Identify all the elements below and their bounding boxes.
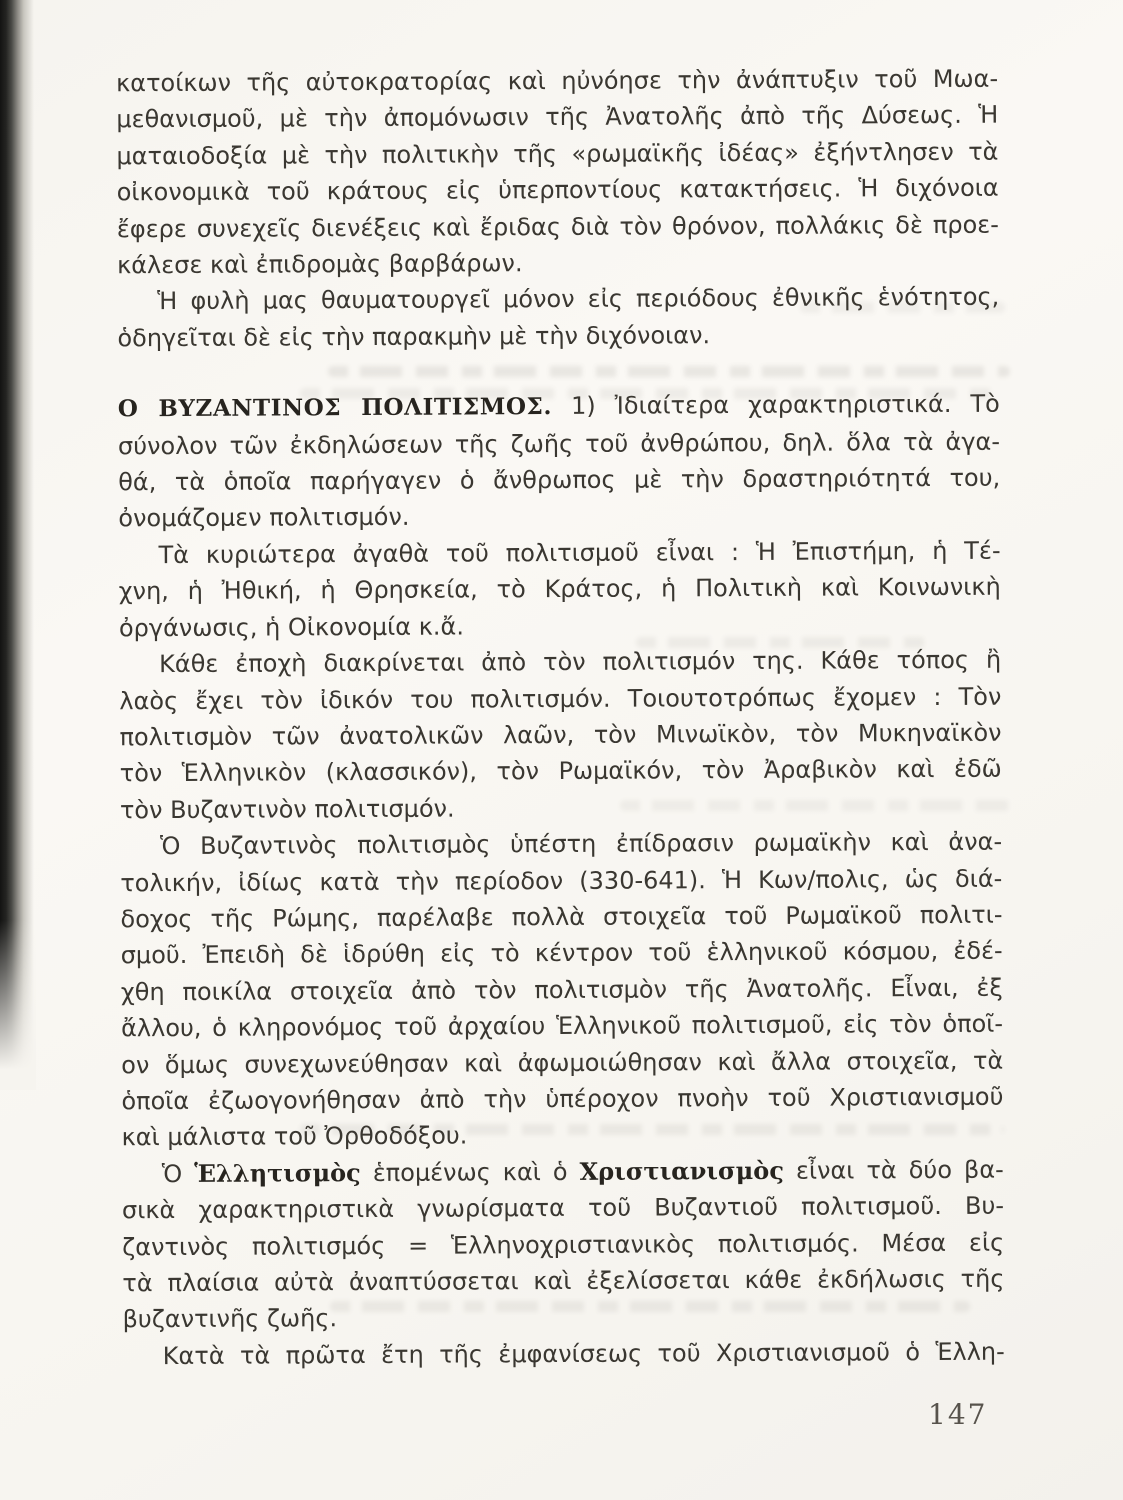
body-text: Κατὰ τὰ πρῶτα ἔτη τῆς ἐμφανίσεως τοῦ Χριστιανισμοῦ ὁ Ἑλλη-	[162, 1337, 1005, 1370]
text-line	[121, 1006, 1003, 1047]
text-line	[119, 642, 1001, 683]
text-line	[117, 279, 999, 320]
emphasized-word: Ἑλλητισμὸς	[194, 1157, 361, 1188]
body-text: λαὸς ἔχει τὸν ἰδικόν του πολιτισμόν. Τοιουτοτρόπως ἔχομεν : Τὸν	[119, 682, 1002, 715]
body-text: σμοῦ. Ἐπειδὴ δὲ ἱδρύθη εἰς τὸ κέντρον τοῦ ἑλληνικοῦ κόσμου, ἐδέ-	[120, 937, 1003, 970]
section-byzantine-civilization	[118, 386, 1001, 537]
body-text: ζαντινὸς πολιτισμός = Ἑλληνοχριστιανικὸς πολιτισμός. Μέσα εἰς	[122, 1228, 1005, 1261]
text-line	[122, 1224, 1004, 1265]
body-text: θά, τὰ ὁποῖα παρήγαγεν ὁ ἄνθρωπος μὲ τὴν δραστηριότητά του,	[118, 463, 1001, 497]
text-line	[123, 1333, 1005, 1374]
scan-edge-shadow	[0, 0, 34, 1080]
body-text: τὸν Ἑλληνικὸν (κλασσικόν), τὸν Ρωμαϊκόν, τὸν Ἀραβικὸν καὶ ἐδῶ	[119, 754, 1002, 788]
scan-edge-shadow-fade	[0, 920, 36, 1090]
body-text: εἶναι τὰ δύο βα-	[783, 1155, 1004, 1185]
body-text: κατοίκων τῆς αὐτοκρατορίας καὶ ηὐνόησε τὴν ἀνάπτυξιν τοῦ Μωα-	[116, 64, 999, 98]
body-text: Ἡ φυλὴ μας θαυματουργεῖ μόνον εἰς περιόδους ἐθνικῆς ἑνότητος,	[157, 283, 1000, 316]
body-text: ὁποῖα ἐζωογονήθησαν ἀπὸ τὴν ὑπέροχον πνοὴν τοῦ Χριστιανισμοῦ	[121, 1082, 1004, 1116]
text-line	[122, 1297, 1004, 1338]
body-text: σικὰ χαρακτηριστικὰ γνωρίσματα τοῦ Βυζαντιοῦ πολιτισμοῦ. Βυ-	[121, 1191, 1005, 1225]
body-text: Ὁ	[161, 1159, 195, 1188]
body-text: πολιτισμὸν τῶν ἀνατολικῶν λαῶν, τὸν Μινωϊκὸν, τὸν Μυκηναϊκὸν	[119, 718, 1002, 752]
paragraph-continuation	[116, 61, 999, 284]
emphasized-word: Χριστιανισμὸς	[579, 1155, 784, 1186]
body-text: οἰκονομικὰ τοῦ κράτους εἰς ὑπερποντίους κατακτήσεις. Ἡ διχόνοια	[116, 173, 999, 207]
text-line	[116, 61, 998, 102]
text-line	[116, 134, 998, 175]
text-line	[119, 715, 1001, 756]
body-text: ὁδηγεῖται δὲ εἰς τὴν παρακμὴν μὲ τὴν διχόνοιαν.	[117, 321, 711, 353]
body-text: μεθανισμοῦ, μὲ τὴν ἀπομόνωσιν τῆς Ἀνατολῆς ἀπὸ τῆς Δύσεως. Ἡ	[116, 101, 999, 134]
body-text: χνη, ἡ Ἠθική, ἡ Θρησκεία, τὸ Κράτος, ἡ Πολιτικὴ καὶ Κοινωνικὴ	[118, 572, 1001, 606]
text-line	[120, 860, 1002, 901]
paragraph-fyli	[117, 279, 999, 356]
body-text: ὀργάνωσις, ἡ Οἰκονομία κ.ἄ.	[118, 612, 464, 642]
text-line	[117, 243, 999, 284]
text-line	[118, 533, 1000, 574]
paragraph-byzantinos-politismos	[120, 824, 1004, 1156]
text-line	[118, 423, 1000, 464]
body-text: Κάθε ἐποχὴ διακρίνεται ἀπὸ τὸν πολιτισμόν της. Κάθε τόπος ἢ	[159, 645, 1002, 679]
body-text: δοχος τῆς Ρώμης, παρέλαβε πολλὰ στοιχεῖα τοῦ Ρωμαϊκοῦ πολιτι-	[120, 900, 1003, 934]
body-text: 1) Ἰδιαίτερα χαρακτηριστικά. Τὸ	[551, 389, 1000, 421]
body-text: κάλεσε καὶ ἐπιδρομὰς βαρβάρων.	[116, 249, 523, 280]
paragraph-kata-ta-prota	[123, 1333, 1005, 1374]
section-heading-text: Ο ΒΥΖΑΝΤΙΝΟΣ ΠΟΛΙΤΙΣΜΟΣ.	[117, 393, 553, 423]
text-line	[117, 206, 999, 247]
text-line	[120, 751, 1002, 792]
text-line	[118, 386, 1000, 428]
text-line	[121, 1042, 1003, 1083]
paragraph-kathe-epochi	[119, 642, 1002, 829]
text-line	[122, 1188, 1004, 1229]
text-line	[119, 678, 1001, 719]
text-line	[118, 496, 1000, 537]
text-line	[116, 97, 998, 138]
text-line	[122, 1115, 1004, 1156]
body-text: ἑπομένως καὶ ὁ	[360, 1157, 580, 1187]
text-line	[120, 824, 1002, 865]
text-line	[119, 605, 1001, 646]
text-line	[121, 933, 1003, 974]
body-text: τὸν Βυζαντινὸν πολιτισμόν.	[119, 794, 455, 825]
paragraph-agatha	[118, 533, 1001, 647]
text-line	[121, 969, 1003, 1010]
text-line	[119, 569, 1001, 610]
body-text: ὀνομάζομεν πολιτισμόν.	[118, 503, 410, 533]
text-line	[122, 1151, 1004, 1192]
text-line	[120, 787, 1002, 828]
text-line	[118, 460, 1000, 501]
text-line	[121, 1079, 1003, 1120]
body-text: χθη ποικίλα στοιχεῖα ἀπὸ τὸν πολιτισμὸν τῆς Ἀνατολῆς. Εἶναι, ἐξ	[120, 973, 1003, 1007]
paragraph-ellinismos-christianismos	[122, 1151, 1005, 1338]
page-number: 147	[928, 1398, 988, 1431]
text-line	[122, 1261, 1004, 1302]
text-line	[117, 170, 999, 211]
body-text: τολικήν, ἰδίως κατὰ τὴν περίοδον (330-641). Ἡ Κων/πολις, ὡς διά-	[120, 864, 1003, 897]
body-text: βυζαντινῆς ζωῆς.	[122, 1304, 338, 1334]
body-text: ἔφερε συνεχεῖς διενέξεις καὶ ἔριδας διὰ τὸν θρόνον, πολλάκις δὲ προε-	[116, 210, 999, 243]
body-text: Ὁ Βυζαντινὸς πολιτισμὸς ὑπέστη ἐπίδρασιν ρωμαϊκὴν καὶ ἀνα-	[160, 827, 1003, 861]
body-text: καὶ μάλιστα τοῦ Ὀρθοδόξου.	[121, 1121, 468, 1152]
body-text: Τὰ κυριώτερα ἀγαθὰ τοῦ πολιτισμοῦ εἶναι : Ἡ Ἐπιστήμη, ἡ Τέ-	[158, 536, 1001, 569]
body-text: τὰ πλαίσια αὐτὰ ἀναπτύσσεται καὶ ἐξελίσσεται κάθε ἐκδήλωσις τῆς	[122, 1264, 1005, 1298]
body-text: σύνολον τῶν ἐκδηλώσεων τῆς ζωῆς τοῦ ἀνθρώπου, δηλ. ὅλα τὰ ἀγα-	[117, 427, 1001, 460]
text-line	[120, 897, 1002, 938]
text-line	[117, 316, 999, 357]
body-text: ἄλλου, ὁ κληρονόμος τοῦ ἀρχαίου Ἑλληνικοῦ πολιτισμοῦ, εἰς τὸν ὁποῖ-	[120, 1009, 1004, 1043]
text-block	[116, 61, 1005, 1375]
body-text: ον ὅμως συνεχωνεύθησαν καὶ ἀφωμοιώθησαν καὶ ἄλλα στοιχεῖα, τὰ	[121, 1046, 1004, 1079]
body-text: ματαιοδοξία μὲ τὴν πολιτικὴν τῆς «ρωμαϊκῆς ἰδέας» ἐξήντλησεν τὰ	[116, 137, 999, 171]
